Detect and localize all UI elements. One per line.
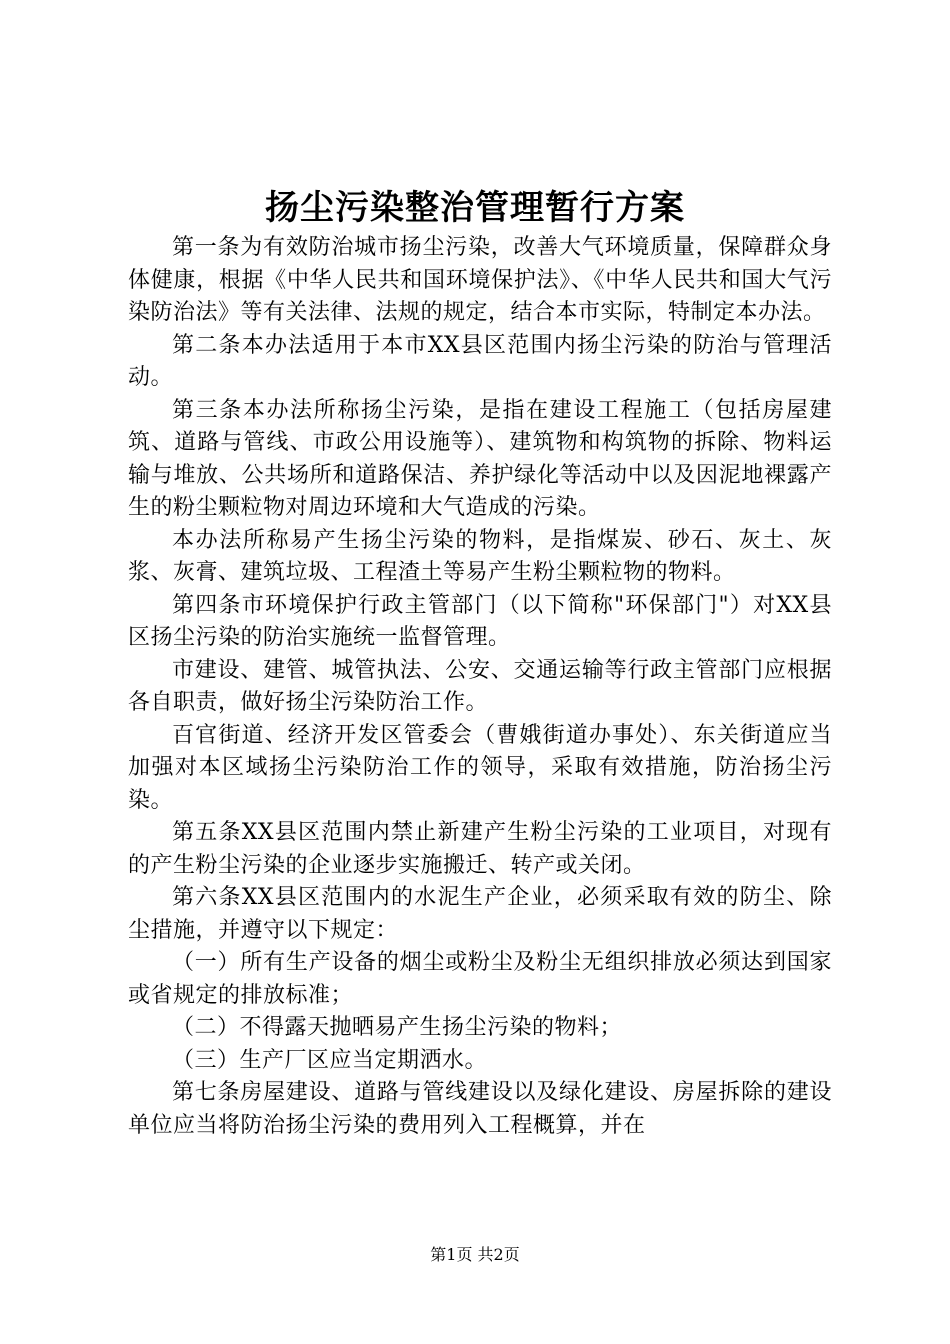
- document-title: 扬尘污染整治管理暂行方案: [265, 188, 685, 228]
- document-body: [128, 232, 832, 1142]
- paragraph: 第二条本办法适用于本市XX县区范围内扬尘污染的防治与管理活动。: [128, 332, 832, 390]
- paragraph: 第五条XX县区范围内禁止新建产生粉尘污染的工业项目，对现有的产生粉尘污染的企业逐步实施搬迁、转产或关闭。: [128, 820, 832, 878]
- paragraph: 第四条市环境保护行政主管部门（以下简称"环保部门"）对XX县区扬尘污染的防治实施统一监督管理。: [128, 592, 832, 650]
- paragraph: 第三条本办法所称扬尘污染，是指在建设工程施工（包括房屋建筑、道路与管线、市政公用设施等）、建筑物和构筑物的拆除、物料运输与堆放、公共场所和道路保洁、养护绿化等活动中以及因泥地裸露产生的粉尘颗粒物对周边环境和大气造成的污染。: [128, 397, 832, 520]
- paragraph: （二）不得露天抛晒易产生扬尘污染的物料；: [172, 1015, 623, 1040]
- paragraph: 百官街道、经济开发区管委会（曹娥街道办事处）、东关街道应当加强对本区域扬尘污染防治工作的领导，采取有效措施，防治扬尘污染。: [128, 722, 832, 813]
- paragraph: 第七条房屋建设、道路与管线建设以及绿化建设、房屋拆除的建设单位应当将防治扬尘污染的费用列入工程概算，并在: [128, 1080, 832, 1138]
- paragraph: （三）生产厂区应当定期洒水。: [172, 1047, 488, 1073]
- page-footer: 第1页 共2页: [430, 1245, 520, 1264]
- paragraph: 市建设、建管、城管执法、公安、交通运输等行政主管部门应根据各自职责，做好扬尘污染防治工作。: [128, 657, 832, 715]
- paragraph: 本办法所称易产生扬尘污染的物料，是指煤炭、砂石、灰土、灰浆、灰膏、建筑垃圾、工程渣土等易产生粉尘颗粒物的物料。: [128, 527, 832, 585]
- paragraph: 第六条XX县区范围内的水泥生产企业，必须采取有效的防尘、除尘措施，并遵守以下规定：: [128, 885, 832, 943]
- paragraph: 第一条为有效防治城市扬尘污染，改善大气环境质量，保障群众身体健康，根据《中华人民共和国环境保护法》、《中华人民共和国大气污染防治法》等有关法律、法规的规定，结合本市实际，特制定本办法。: [128, 235, 832, 325]
- paragraph: （一）所有生产设备的烟尘或粉尘及粉尘无组织排放必须达到国家或省规定的排放标准；: [128, 950, 832, 1008]
